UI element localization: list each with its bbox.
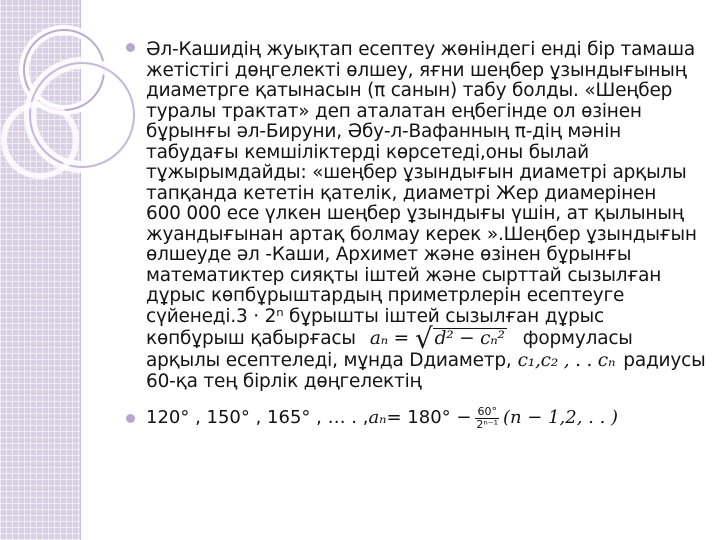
text-segment: арқылы есептеледі, мұнда Dдиаметр, — [146, 350, 512, 371]
equation-line — [146, 406, 718, 431]
text-line: диаметрге қатынасын (π санын) табу болды. «Шеңбер — [146, 80, 673, 101]
slide-content — [118, 40, 718, 431]
text-segment: формуласы — [522, 327, 633, 349]
text-line: математиктер сияқты іштей және сырттай сызылған — [146, 264, 662, 286]
text-line: дұрыс көпбұрыштардың приметрлерін есептеуге — [146, 285, 625, 306]
bullet-equation — [118, 406, 718, 431]
text-line: өлшеуде әл -Каши, Архимет және өзінен бұрынғы — [146, 244, 632, 265]
radical-icon: √ — [414, 322, 433, 355]
text-line: 60-қа тең бірлік дөңгелектің — [146, 370, 422, 392]
text-line — [146, 351, 718, 372]
text-line: жетістігі дөңгелекті өлшеу, яғни шеңбер ұзындығының — [146, 59, 687, 81]
text-line: сүйенеді.3 · 2ⁿ бұрышты іштей сызылған дұрыс — [146, 305, 605, 327]
text-line: Әл-Кашидің жуықтап есептеу жөніндегі енді бір тамаша — [146, 39, 695, 60]
text-line: туралы трактат» деп аталатан еңбегінде ол өзінен — [146, 100, 642, 122]
equation-prefix: 120° , 150° , 165° , … . , — [146, 407, 369, 429]
text-line: жуандығынан артақ болмау керек ».Шеңбер ұзындығын — [146, 223, 697, 245]
text-line: 600 000 есе үлкен шеңбер ұзындығы үшін, ат қылының — [146, 203, 684, 224]
fraction — [475, 406, 499, 431]
equation-suffix: (n − 1,2, . . ) — [502, 407, 619, 429]
bullet-paragraph — [118, 40, 718, 392]
math-symbols: c₁,c₂ , . . cₙ — [517, 350, 616, 371]
text-line: табудағы кемшіліктерді көрсетеді,оны былай — [146, 141, 589, 163]
equation-an: aₙ — [368, 407, 387, 429]
fraction-denominator: 2ⁿ⁻¹ — [476, 418, 498, 431]
text-line: бұрынғы әл-Бируни, Әбу-л-Вафанның π-дің мәнін — [146, 121, 622, 142]
text-line: тұжырымдайды: «шеңбер ұзындығын диаметрі арқылы — [146, 162, 687, 183]
square-root-formula — [414, 322, 507, 355]
formula-lhs: aₙ = — [369, 327, 409, 349]
text-line: тапқанда кететін қателік, диаметрі Жер диамерінен — [146, 182, 657, 204]
radicand: d² − cₙ² — [434, 328, 505, 350]
text-segment: көпбұрыш қабырғасы — [146, 327, 356, 349]
bullet-dot-icon — [126, 43, 135, 52]
fraction-numerator: 60° — [477, 405, 497, 418]
text-segment: радиусы — [623, 350, 706, 371]
formula-line — [146, 322, 718, 355]
equation-eq: = 180° − — [386, 407, 472, 429]
paragraph-text — [146, 40, 718, 392]
bullet-dot-icon — [126, 414, 135, 423]
